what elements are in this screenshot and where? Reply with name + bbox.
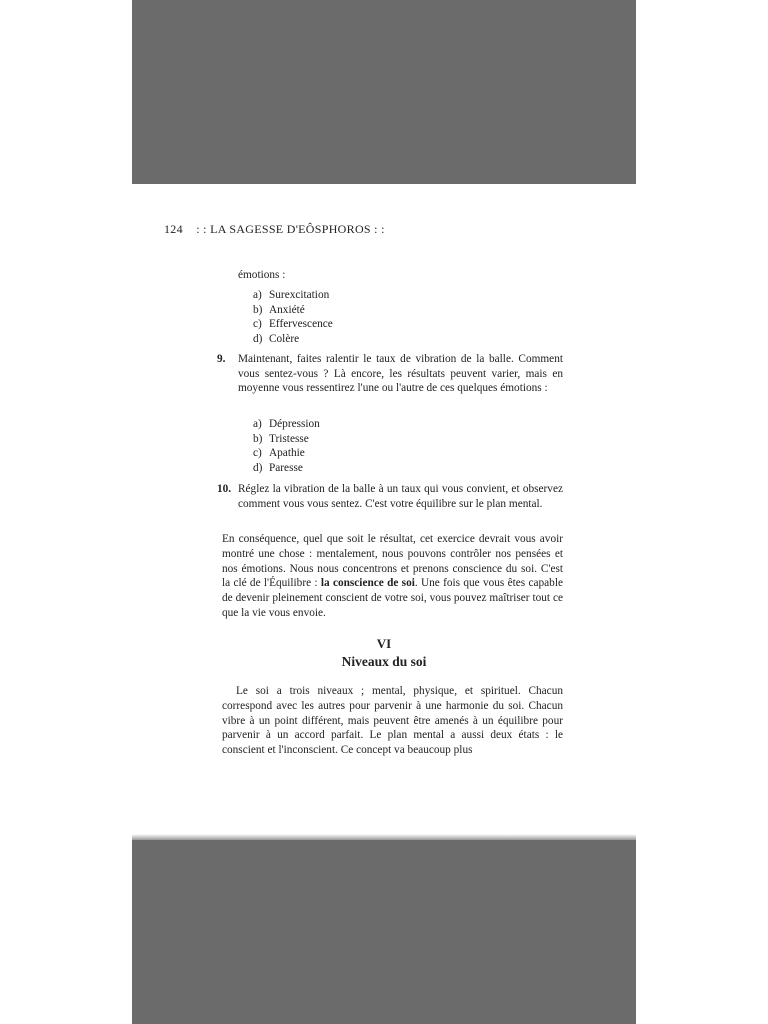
list-item: c) Effervescence — [253, 318, 333, 331]
item-text: Réglez la vibration de la balle à un taux qui vous convient, et observez comment vous vous sentez. C'est votre équilibre sur le plan mental. — [238, 483, 563, 510]
bottom-scanner-margin — [132, 840, 636, 1024]
item-number: 10. — [217, 483, 232, 495]
list-item: c) Apathie — [253, 447, 305, 460]
emphasis: la conscience de soi — [320, 577, 415, 590]
list-item: b) Tristesse — [253, 432, 309, 445]
page-number: 124 — [164, 222, 183, 236]
top-scanner-margin — [132, 0, 636, 184]
item-text: Maintenant, faites ralentir le taux de vibration de la balle. Comment vous sentez-vous ? Là encore, les résultats peuvent varier, mais en moyenne vous ressentirez l'une ou l'autre de ces quelques émotions : — [238, 353, 563, 395]
section-number: VI — [376, 636, 392, 651]
list-item: a) Dépression — [253, 418, 320, 430]
paragraph-levels: Le soi a trois niveaux ; mental, physique, et spirituel. Chacun correspond avec les autres pour parvenir à une harmonie du soi. Chacun vibre à un point différent, mais peuvent être amenés à un équilibre pour parvenir à un accord parfait. Le plan mental a aussi deux états : le conscient et l'inconscient. Ce concept va beaucoup plus — [222, 685, 563, 757]
intro-line: émotions : — [238, 269, 286, 281]
numbered-item-10 — [217, 482, 563, 511]
section-title: Niveaux du soi — [341, 654, 427, 669]
book-page — [132, 184, 636, 840]
emotion-list-low — [253, 417, 320, 475]
numbered-item-9 — [217, 352, 563, 396]
list-item: b) Anxiété — [253, 303, 305, 316]
list-item: d) Colère — [253, 332, 300, 345]
list-item: d) Paresse — [253, 461, 303, 474]
paragraph-conclusion: En conséquence, quel que soit le résultat, cet exercice devrait vous avoir montré une chose : mentalement, nous pouvons contrôler nos pensées et nos émotions. Nous nous concentrons et prenons conscience du soi. C'est la clé de l'Équilibre : la conscience de soi. Une fois que vous êtes capable de devenir pleinement conscient de votre soi, vous pouvez maîtriser tout ce que la vie vous envoie. — [222, 533, 563, 619]
running-header — [164, 222, 385, 237]
emotion-list-high — [253, 288, 333, 346]
running-title: : : LA SAGESSE D'EÔSPHOROS : : — [196, 222, 385, 236]
item-number: 9. — [217, 353, 226, 365]
list-item: a) Surexcitation — [253, 289, 330, 301]
